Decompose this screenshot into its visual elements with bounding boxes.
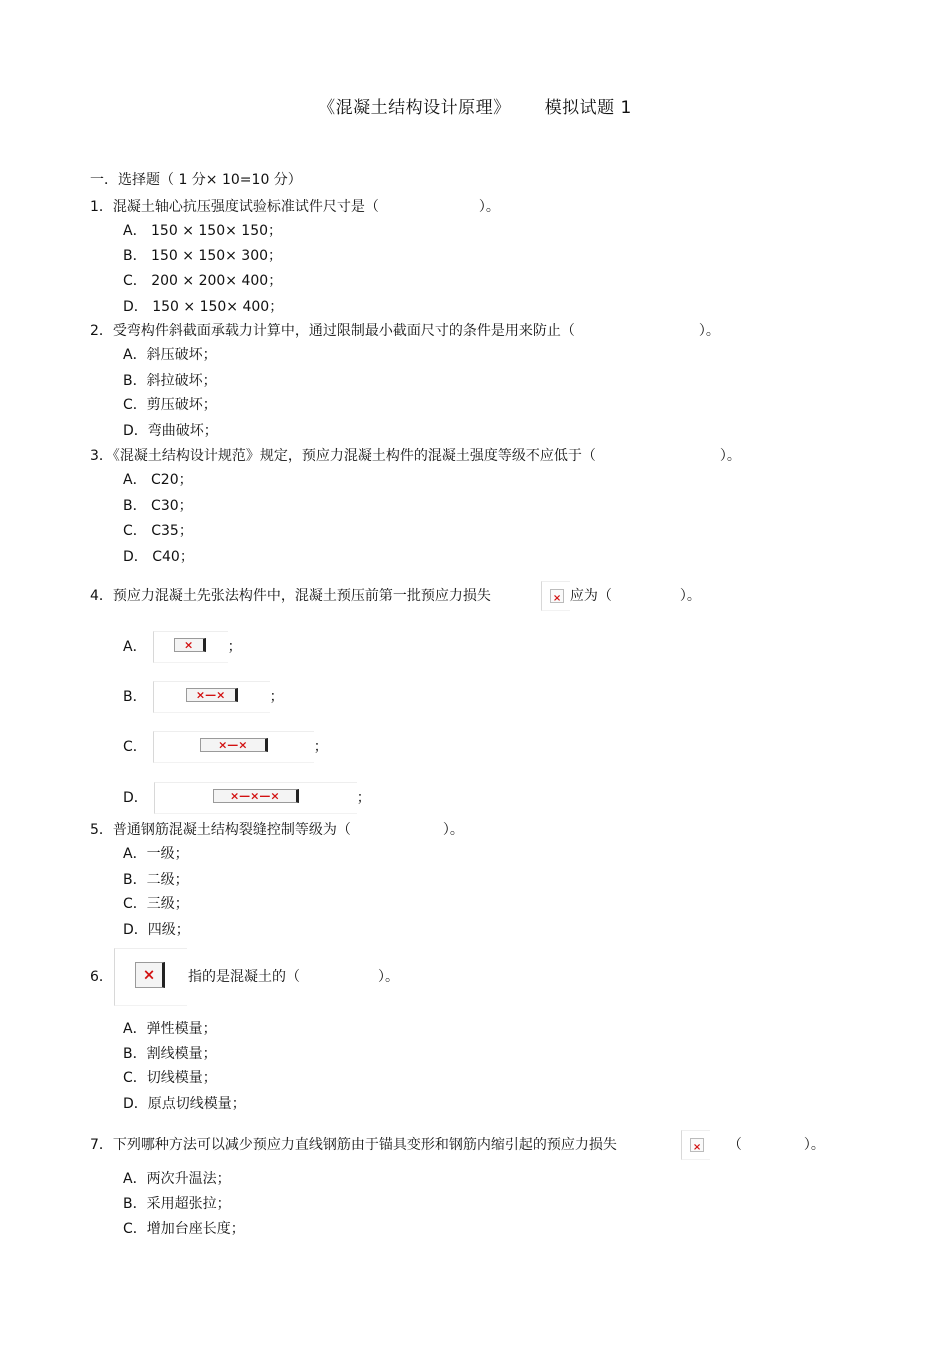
option-d[interactable]: D．原点切线模量；	[123, 1096, 246, 1112]
question-5	[90, 820, 464, 840]
option-suffix: ；	[269, 689, 284, 705]
option-c[interactable]: C．剪压破坏；	[123, 397, 217, 413]
option-a[interactable]: A． C20；	[123, 472, 193, 488]
option-a[interactable]: A．两次升温法；	[123, 1171, 231, 1187]
option-b[interactable]: B．二级；	[123, 872, 189, 888]
broken-image-icon: ×	[135, 962, 165, 988]
question-1	[90, 197, 500, 217]
question-3	[90, 446, 741, 466]
option-label: B．	[123, 689, 147, 705]
section-heading: 一．选择题（ 1 分× 10=10 分）	[90, 172, 302, 188]
option-a[interactable]: A．弹性模量；	[123, 1021, 217, 1037]
option-d[interactable]: D． 150 × 150× 400；	[123, 299, 284, 315]
option-a[interactable]	[123, 631, 242, 663]
option-b[interactable]: B． 150 × 150× 300；	[123, 248, 283, 264]
option-b[interactable]: B．割线模量；	[123, 1046, 217, 1062]
title-sub: 模拟试题 1	[544, 98, 632, 118]
option-b[interactable]: B． C30；	[123, 498, 193, 514]
broken-image-icon: ×	[690, 1138, 704, 1152]
question-after-image: （	[727, 1137, 742, 1153]
formula-image	[681, 1130, 710, 1160]
option-d[interactable]	[123, 782, 371, 814]
question-text: 3．《混凝土结构设计规范》规定，预应力混凝土构件的混凝土强度等级不应低于（	[90, 448, 596, 464]
broken-image-icon: ×	[174, 638, 206, 652]
question-close: ）。	[719, 448, 741, 464]
formula-image	[541, 581, 570, 611]
question-4	[90, 581, 701, 611]
option-d[interactable]: D．弯曲破坏；	[123, 423, 218, 439]
question-text: 2．受弯构件斜截面承载力计算中，通过限制最小截面尺寸的条件是用来防止（	[90, 323, 575, 339]
option-suffix: ；	[227, 639, 242, 655]
broken-image-icon: ×	[550, 589, 564, 603]
question-after-image: 应为（	[569, 588, 612, 604]
option-label: A．	[123, 639, 147, 655]
formula-image	[153, 631, 228, 663]
question-text: 5．普通钢筋混凝土结构裂缝控制等级为（	[90, 822, 351, 838]
question-text: 指的是混凝土的（	[188, 969, 300, 985]
title-main: 《混凝土结构设计原理》	[318, 98, 511, 118]
option-c[interactable]	[123, 731, 328, 763]
question-close: ）。	[679, 588, 701, 604]
option-d[interactable]: D．四级；	[123, 922, 190, 938]
option-b[interactable]	[123, 681, 284, 713]
option-a[interactable]: A．斜压破坏；	[123, 347, 217, 363]
question-7	[90, 1130, 825, 1160]
broken-image-icon: ×—×	[200, 738, 268, 752]
question-text: 1．混凝土轴心抗压强度试验标准试件尺寸是（	[90, 199, 379, 215]
option-c[interactable]: C． C35；	[123, 523, 193, 539]
option-a[interactable]: A． 150 × 150× 150；	[123, 223, 283, 239]
question-number: 6．	[90, 969, 113, 985]
option-c[interactable]: C．增加台座长度；	[123, 1221, 245, 1237]
question-2	[90, 321, 720, 341]
option-b[interactable]: B．采用超张拉；	[123, 1196, 231, 1212]
formula-image	[154, 782, 357, 814]
option-a[interactable]: A．一级；	[123, 846, 189, 862]
option-suffix: ；	[356, 790, 371, 806]
option-suffix: ；	[313, 739, 328, 755]
option-label: C．	[123, 739, 147, 755]
option-c[interactable]: C． 200 × 200× 400；	[123, 273, 283, 289]
question-close: ）。	[803, 1137, 825, 1153]
question-6	[90, 967, 113, 987]
option-b[interactable]: B．斜拉破坏；	[123, 373, 217, 389]
broken-image-icon: ×—×	[186, 688, 238, 702]
option-c[interactable]: C．三级；	[123, 896, 189, 912]
question-close: ）。	[698, 323, 720, 339]
question-6-text	[188, 967, 399, 987]
formula-image	[153, 681, 270, 713]
option-d[interactable]: D． C40；	[123, 549, 194, 565]
question-close: ）。	[378, 969, 399, 985]
broken-image-icon: ×—×—×	[213, 789, 299, 803]
question-close: ）。	[442, 822, 464, 838]
page-title	[0, 93, 950, 118]
question-text: 7．下列哪种方法可以减少预应力直线钢筋由于锚具变形和钢筋内缩引起的预应力损失	[90, 1137, 617, 1153]
option-c[interactable]: C．切线模量；	[123, 1070, 217, 1086]
option-label: D．	[123, 790, 148, 806]
question-close: ）。	[478, 199, 500, 215]
question-text: 4．预应力混凝土先张法构件中，混凝土预压前第一批预应力损失	[90, 588, 491, 604]
formula-image	[153, 731, 314, 763]
formula-image	[114, 948, 187, 1006]
